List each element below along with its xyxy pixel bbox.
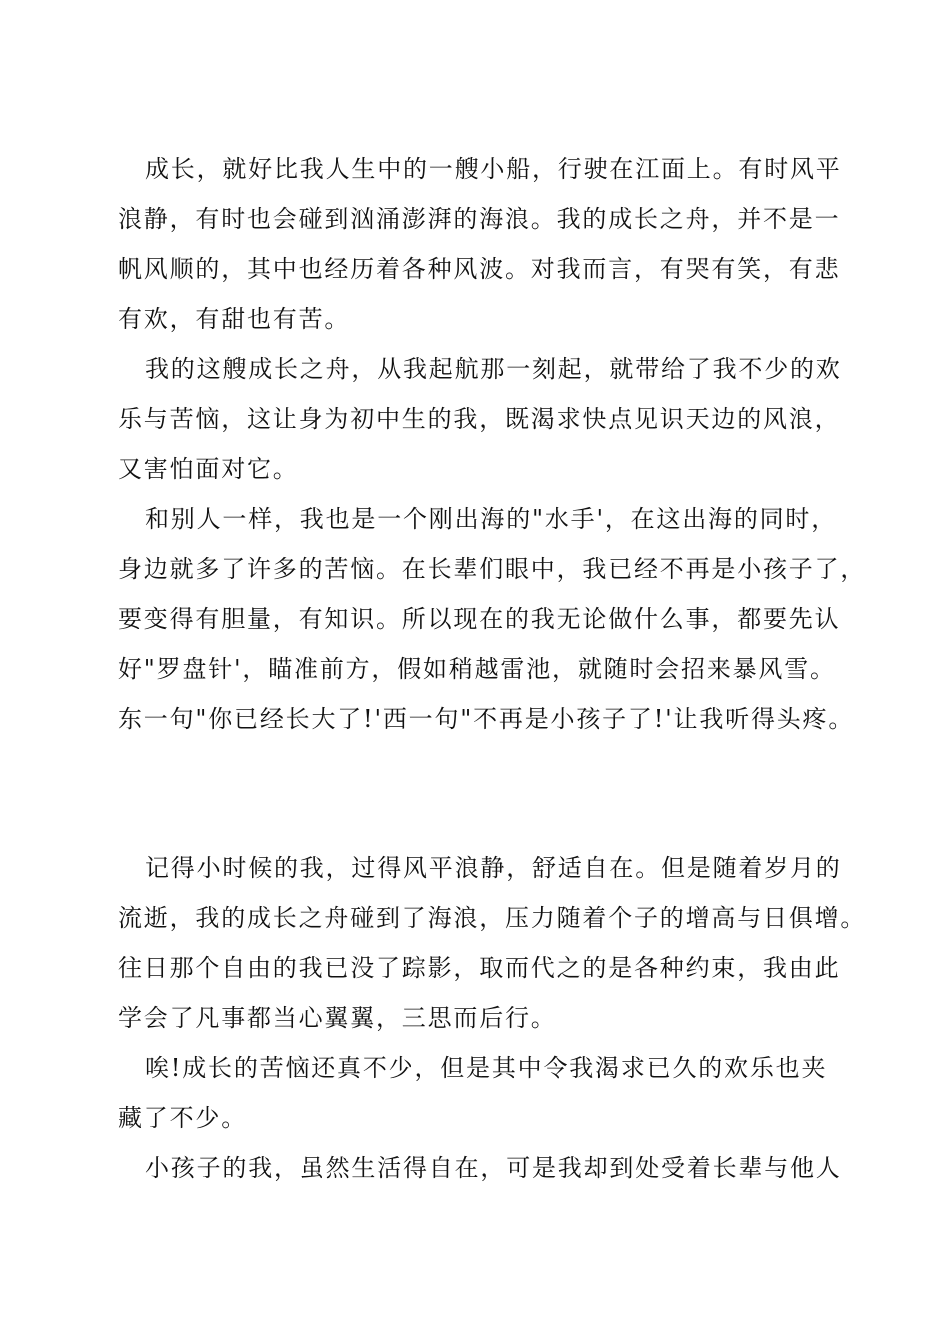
text-line: 唉!成长的苦恼还真不少，但是其中令我渴求已久的欢乐也夹 [145, 1054, 828, 1082]
text-line: 流逝，我的成长之舟碰到了海浪，压力随着个子的增高与日俱增。 [118, 904, 867, 932]
text-line: 往日那个自由的我已没了踪影，取而代之的是各种约束，我由此 [118, 954, 841, 982]
text-line: 我的这艘成长之舟，从我起航那一刻起，就带给了我不少的欢 [145, 355, 842, 383]
paragraph-1 [118, 144, 858, 344]
text-line: 身边就多了许多的苦恼。在长辈们眼中，我已经不再是小孩子了， [118, 555, 867, 583]
text-line: 和别人一样，我也是一个刚出海的"水手'，在这出海的同时， [145, 505, 838, 533]
paragraph-2 [118, 344, 858, 494]
text-line: 乐与苦恼，这让身为初中生的我，既渴求快点见识天边的风浪， [118, 405, 841, 433]
paragraph-5 [118, 1043, 858, 1143]
text-line: 有欢，有甜也有苦。 [118, 305, 351, 333]
text-line: 小孩子的我，虽然生活得自在，可是我却到处受着长辈与他人 [145, 1154, 842, 1182]
paragraph-3 [118, 494, 867, 744]
text-line: 又害怕面对它。 [118, 455, 299, 483]
text-line: 成长，就好比我人生中的一艘小船，行驶在江面上。有时风平 [145, 155, 842, 183]
text-line: 东一句"你已经长大了!'西一句"不再是小孩子了!'让我听得头疼。 [118, 705, 855, 733]
text-line: 帆风顺的，其中也经历着各种风波。对我而言，有哭有笑，有悲 [118, 255, 841, 283]
text-line: 藏了不少。 [118, 1104, 247, 1132]
text-line: 浪静，有时也会碰到汹涌澎湃的海浪。我的成长之舟，并不是一 [118, 205, 841, 233]
text-line: 要变得有胆量，有知识。所以现在的我无论做什么事，都要先认 [118, 605, 841, 633]
paragraph-4 [118, 843, 867, 1043]
text-line: 学会了凡事都当心翼翼，三思而后行。 [118, 1004, 557, 1032]
text-line: 记得小时候的我，过得风平浪静，舒适自在。但是随着岁月的 [145, 854, 842, 882]
paragraph-6 [118, 1143, 858, 1193]
text-line: 好"罗盘针'，瞄准前方，假如稍越雷池，就随时会招来暴风雪。 [118, 655, 836, 683]
